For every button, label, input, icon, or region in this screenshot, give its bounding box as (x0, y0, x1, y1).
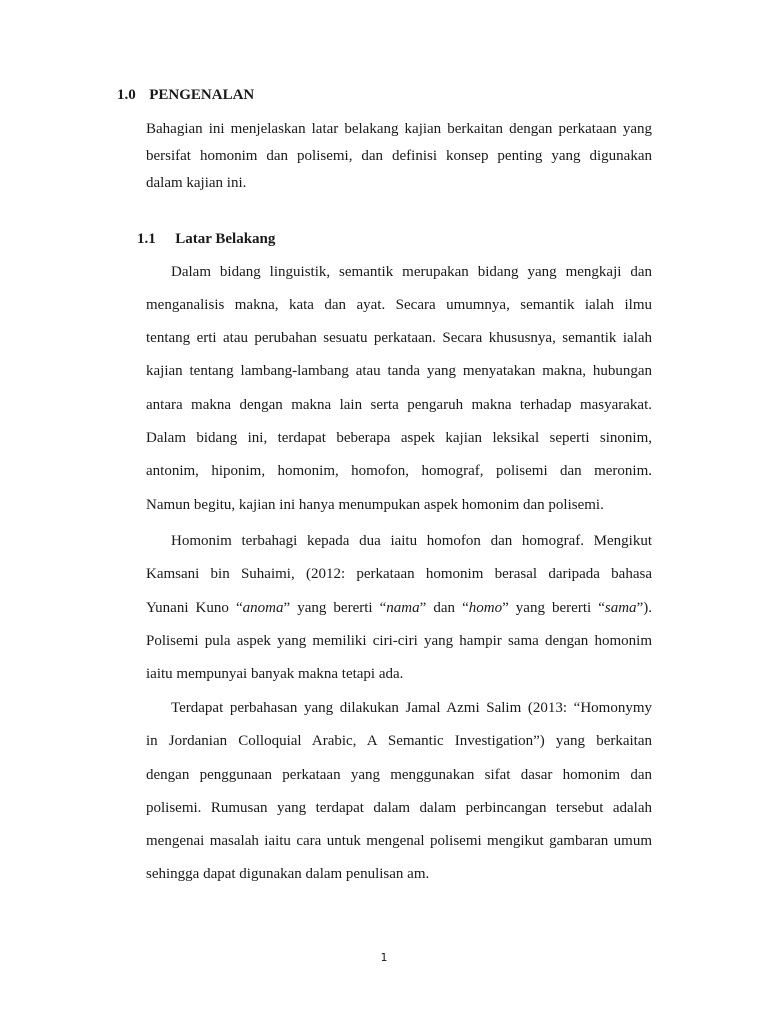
italic-term-homo: homo (468, 600, 503, 616)
text-line: Polisemi pula aspek yang memiliki ciri-ciri yang hampir sama dengan homonim (146, 633, 652, 649)
text-line: mengenai masalah iaitu cara untuk mengenal polisemi mengikut gambaran umum (146, 833, 652, 849)
page-number: 1 (380, 951, 388, 964)
paragraph-perbahasan (146, 700, 652, 900)
text-line: in Jordanian Colloquial Arabic, A Semantic Investigation”) yang berkaitan (146, 733, 652, 749)
subsection-title: Latar Belakang (175, 231, 276, 247)
italic-term-sama: sama (604, 600, 637, 616)
text-line: dengan penggunaan perkataan yang menggunakan sifat dasar homonim dan (146, 767, 652, 783)
text-line: polisemi. Rumusan yang terdapat dalam dalam perbincangan tersebut adalah (146, 800, 652, 816)
text-fragment: ” dan “ (419, 600, 469, 616)
text-fragment: ” yang bererti “ (502, 600, 605, 616)
text-line: bersifat homonim dan polisemi, dan definisi konsep penting yang digunakan (146, 148, 652, 164)
text-line: menganalisis makna, kata dan ayat. Secara umumnya, semantik ialah ilmu (146, 297, 652, 313)
text-line: antara makna dengan makna lain serta pengaruh makna terhadap masyarakat. (146, 397, 652, 413)
text-line: dalam kajian ini. (146, 175, 247, 191)
text-line: sehingga dapat digunakan dalam penulisan am. (146, 866, 430, 882)
text-line-with-italics (146, 600, 652, 617)
section-title: PENGENALAN (149, 87, 255, 103)
paragraph-latar-belakang (146, 264, 652, 524)
text-fragment: ” yang bererti “ (283, 600, 387, 616)
text-line: iaitu mempunyai banyak makna tetapi ada. (146, 666, 404, 682)
section-number: 1.0 (117, 87, 136, 103)
text-fragment: Yunani Kuno “ (146, 600, 243, 616)
section-heading (117, 87, 254, 104)
text-line: Bahagian ini menjelaskan latar belakang kajian berkaitan dengan perkataan yang (146, 121, 652, 137)
text-line: tentang erti atau perubahan sesuatu perkataan. Secara khususnya, semantik ialah (146, 330, 652, 346)
intro-paragraph (146, 121, 652, 201)
text-line: Terdapat perbahasan yang dilakukan Jamal Azmi Salim (2013: “Homonymy (171, 700, 652, 716)
text-line: Homonim terbahagi kepada dua iaitu homofon dan homograf. Mengikut (171, 533, 652, 549)
text-line: antonim, hiponim, homonim, homofon, homograf, polisemi dan meronim. (146, 463, 652, 479)
text-line: Namun begitu, kajian ini hanya menumpukan aspek homonim dan polisemi. (146, 497, 604, 513)
subsection-heading (137, 231, 275, 248)
text-line: Kamsani bin Suhaimi, (2012: perkataan homonim berasal daripada bahasa (146, 566, 652, 582)
subsection-number: 1.1 (137, 231, 156, 247)
text-line: kajian tentang lambang-lambang atau tanda yang menyatakan makna, hubungan (146, 363, 652, 379)
text-fragment: ”). (636, 600, 652, 616)
text-line: Dalam bidang ini, terdapat beberapa aspek kajian leksikal seperti sinonim, (146, 430, 652, 446)
text-line: Dalam bidang linguistik, semantik merupakan bidang yang mengkaji dan (171, 264, 652, 280)
italic-term-anoma: anoma (242, 600, 284, 616)
italic-term-nama: nama (386, 600, 420, 616)
paragraph-homonim (146, 533, 652, 693)
